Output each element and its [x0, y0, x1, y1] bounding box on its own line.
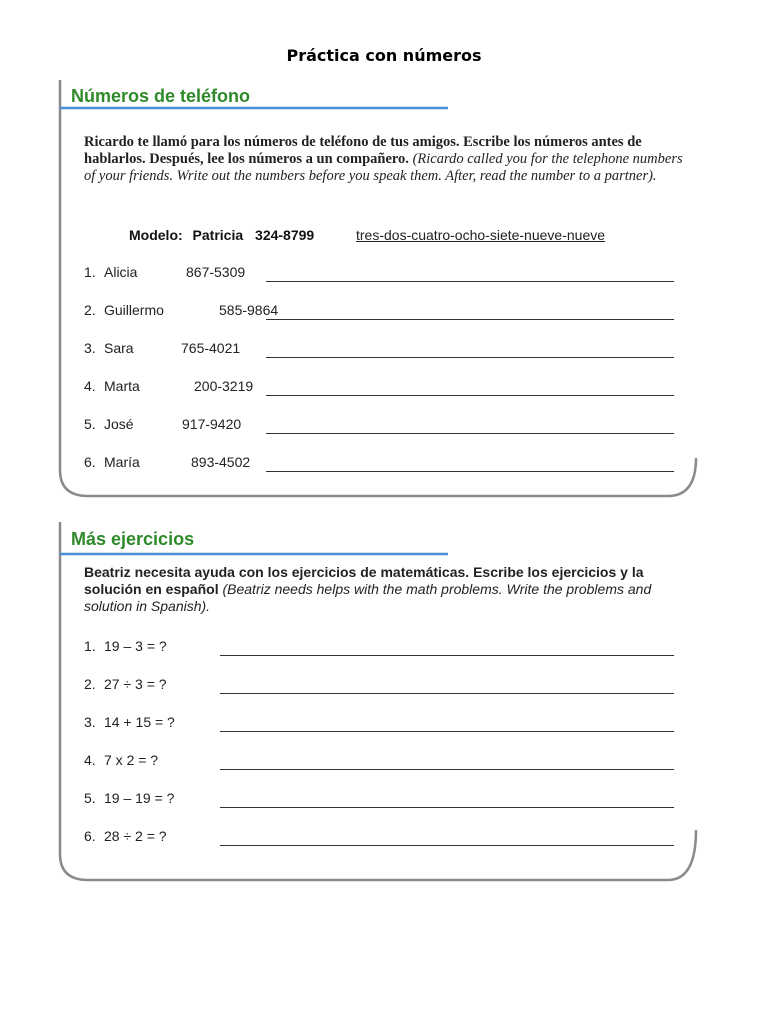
friend-name: Guillermo: [104, 302, 164, 318]
math-expression: 27 ÷ 3 = ?: [104, 676, 167, 692]
phone-item-row: [84, 454, 684, 474]
friend-name: Sara: [104, 340, 134, 356]
section-instructions: [84, 564, 684, 615]
more-exercises-section: [56, 520, 702, 882]
answer-line[interactable]: [220, 845, 674, 846]
answer-line[interactable]: [266, 281, 674, 282]
item-number: 3.: [84, 714, 96, 730]
item-number: 6.: [84, 828, 96, 844]
item-number: 2.: [84, 676, 96, 692]
math-item-row: [84, 714, 684, 734]
answer-line[interactable]: [266, 433, 674, 434]
item-number: 4.: [84, 752, 96, 768]
phone-item-row: [84, 378, 684, 398]
phone-item-row: [84, 340, 684, 360]
page-title: Práctica con números: [286, 46, 482, 65]
item-number: 3.: [84, 340, 96, 356]
item-number: 4.: [84, 378, 96, 394]
section-heading: Más ejercicios: [71, 529, 195, 549]
answer-line[interactable]: [266, 319, 674, 320]
answer-line[interactable]: [220, 807, 674, 808]
phone-number: 867-5309: [186, 264, 246, 280]
answer-line[interactable]: [220, 731, 674, 732]
section-instructions: [84, 134, 684, 185]
friend-name: Marta: [104, 378, 140, 394]
section-heading: Números de teléfono: [71, 86, 251, 106]
answer-line[interactable]: [266, 357, 674, 358]
friend-name: José: [104, 416, 134, 432]
math-item-row: [84, 638, 684, 658]
answer-line[interactable]: [266, 471, 674, 472]
item-number: 5.: [84, 790, 96, 806]
math-item-row: [84, 790, 684, 810]
phone-item-row: [84, 302, 684, 322]
phone-number: 917-9420: [182, 416, 242, 432]
math-expression: 19 – 3 = ?: [104, 638, 167, 654]
item-number: 5.: [84, 416, 96, 432]
answer-line[interactable]: [266, 395, 674, 396]
friend-name: María: [104, 454, 140, 470]
model-name: Patricia: [192, 227, 244, 243]
model-number: 324-8799: [255, 227, 315, 243]
phone-item-row: [84, 264, 684, 284]
math-expression: 19 – 19 = ?: [104, 790, 175, 806]
instructions-spanish: Ricardo te llamó para los números de teléfono de tus amigos. Escribe los números antes de hablarlos. Después, lee los números a un compañero.: [84, 134, 642, 167]
math-expression: 28 ÷ 2 = ?: [104, 828, 167, 844]
model-label: Modelo:: [129, 227, 183, 243]
answer-line[interactable]: [220, 693, 674, 694]
friend-name: Alicia: [104, 264, 138, 280]
phone-number: 765-4021: [181, 340, 241, 356]
math-item-row: [84, 676, 684, 696]
instructions-english: (Beatriz needs helps with the math problems. Write the problems and solution in Spanish).: [84, 581, 652, 614]
phone-item-row: [84, 416, 684, 436]
item-number: 1.: [84, 264, 96, 280]
instructions-english: (Ricardo called you for the telephone numbers of your friends. Write out the numbers before you speak them. After, read the number to a partner).: [84, 151, 683, 184]
answer-line[interactable]: [220, 655, 674, 656]
instructions-spanish: Beatriz necesita ayuda con los ejercicios de matemáticas. Escribe los ejercicios y la solución en español: [84, 564, 644, 597]
math-expression: 7 x 2 = ?: [104, 752, 159, 768]
phone-number: 200-3219: [194, 378, 254, 394]
item-number: 6.: [84, 454, 96, 470]
model-example: [129, 227, 314, 243]
math-item-row: [84, 828, 684, 848]
math-item-row: [84, 752, 684, 772]
answer-line[interactable]: [220, 769, 674, 770]
phone-number: 585-9864: [219, 302, 279, 318]
phone-number: 893-4502: [191, 454, 251, 470]
phone-numbers-section: [56, 78, 702, 498]
math-expression: 14 + 15 = ?: [104, 714, 175, 730]
item-number: 1.: [84, 638, 96, 654]
item-number: 2.: [84, 302, 96, 318]
model-answer: tres-dos-cuatro-ocho-siete-nueve-nueve: [356, 227, 606, 243]
